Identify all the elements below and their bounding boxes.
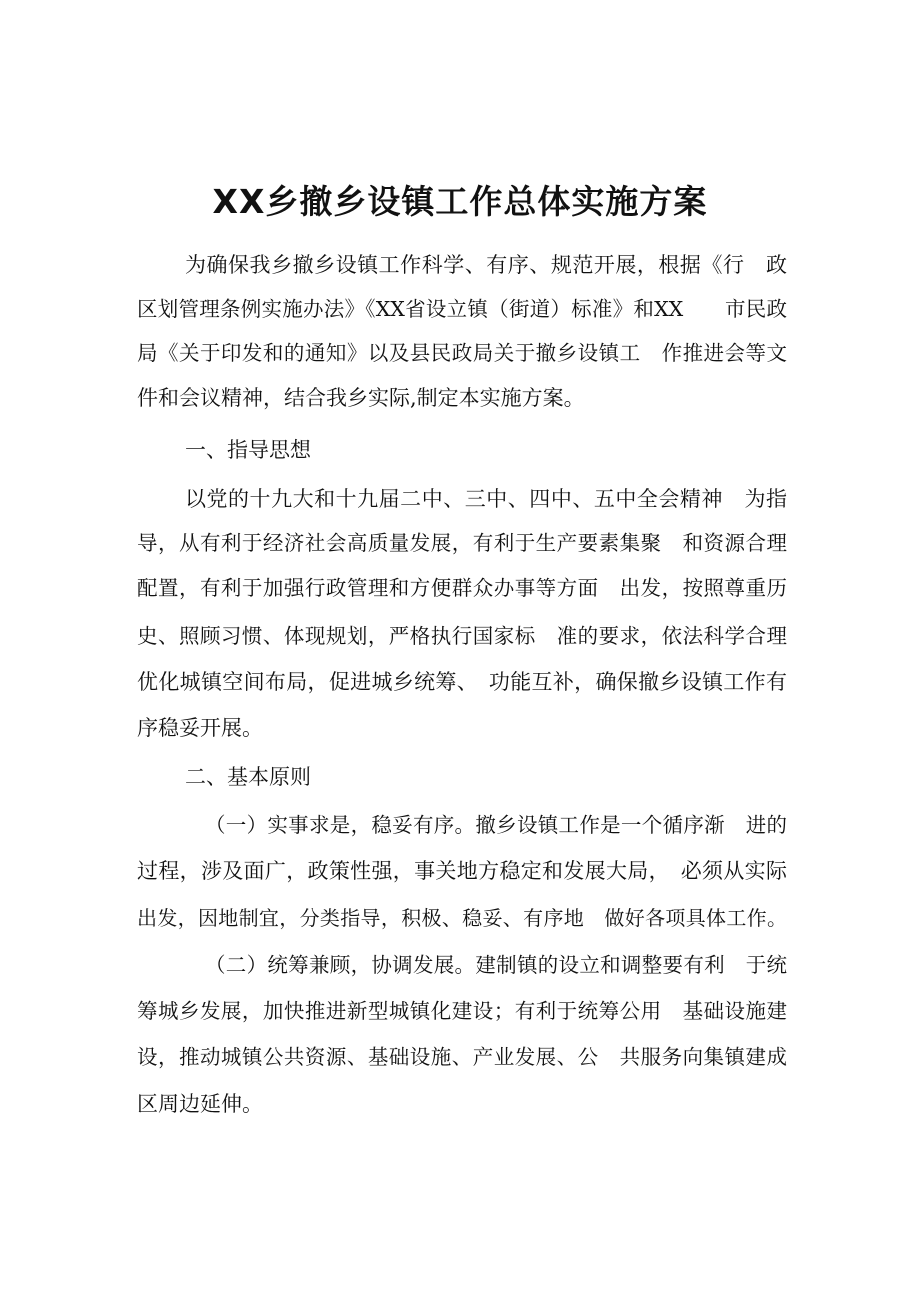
paragraph-line: 局《关于印发和的通知》以及县民政局关于撤乡设镇工 作推进会等文 bbox=[137, 341, 787, 365]
paragraph-line: 史、照顾习惯、体现规划，严格执行国家标 准的要求，依法科学合理 bbox=[137, 624, 787, 648]
paragraph-line: 设，推动城镇公共资源、基础设施、产业发展、公 共服务向集镇建成 bbox=[137, 1045, 787, 1069]
paragraph-line: 件和会议精神，结合我乡实际,制定本实施方案。 bbox=[137, 386, 585, 410]
paragraph-line: （二）统筹兼顾，协调发展。建制镇的设立和调整要有利 于统 bbox=[205, 953, 787, 977]
section-heading: 一、指导思想 bbox=[185, 438, 311, 462]
document-title: XX乡撤乡设镇工作总体实施方案 bbox=[212, 182, 708, 221]
paragraph-line: 配置，有利于加强行政管理和方便群众办事等方面 出发，按照尊重历 bbox=[137, 576, 787, 600]
paragraph-line: 以党的十九大和十九届二中、三中、四中、五中全会精神 为指 bbox=[185, 487, 787, 511]
paragraph-line: 筹城乡发展，加快推进新型城镇化建设；有利于统筹公用 基础设施建 bbox=[137, 999, 787, 1023]
paragraph-line: （一）实事求是，稳妥有序。撤乡设镇工作是一个循序渐 进的 bbox=[205, 813, 787, 837]
section-heading: 二、基本原则 bbox=[185, 765, 311, 789]
paragraph-line: 导，从有利于经济社会高质量发展，有利于生产要素集聚 和资源合理 bbox=[137, 531, 787, 555]
paragraph-line: 优化城镇空间布局，促进城乡统筹、 功能互补，确保撤乡设镇工作有 bbox=[137, 670, 787, 694]
paragraph-line: 区周边延伸。 bbox=[137, 1092, 263, 1116]
paragraph-line: 过程，涉及面广，政策性强，事关地方稳定和发展大局， 必须从实际 bbox=[137, 859, 787, 883]
paragraph-line: 出发，因地制宜，分类指导，积极、稳妥、有序地 做好各项具体工作。 bbox=[137, 906, 787, 930]
paragraph-line: 为确保我乡撤乡设镇工作科学、有序、规范开展，根据《行 政 bbox=[185, 253, 787, 277]
paragraph-line: 区划管理条例实施办法》《XX省设立镇（街道）标准》和XX 市民政 bbox=[137, 297, 787, 321]
paragraph-line: 序稳妥开展。 bbox=[137, 716, 263, 740]
